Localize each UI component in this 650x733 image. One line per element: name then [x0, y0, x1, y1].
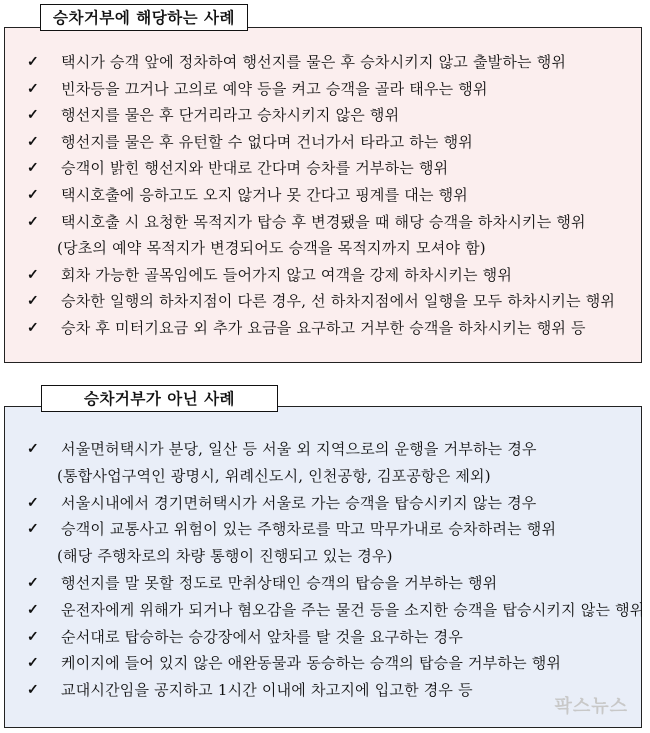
checkmark-icon: ✓	[27, 107, 39, 124]
checkmark-icon: ✓	[27, 574, 39, 591]
list-item-text: 승차 후 미터기요금 외 추가 요금을 요구하고 거부한 승객을 하차시키는 행위 등	[61, 318, 586, 337]
list-item-text: 운전자에게 위해가 되거나 혐오감을 주는 물건 등을 소지한 승객을 탑승시키지 않는 행위	[61, 600, 645, 619]
list-item-text: 서울시내에서 경기면허택시가 서울로 가는 승객을 탑승시키지 않는 경우	[61, 493, 537, 512]
list-item	[27, 209, 637, 236]
list-item-text: 빈차등을 끄거나 고의로 예약 등을 켜고 승객을 골라 태우는 행위	[61, 79, 488, 98]
checkmark-icon: ✓	[27, 186, 39, 203]
list-item	[27, 677, 637, 704]
checkmark-icon: ✓	[27, 521, 39, 538]
list-item	[27, 182, 637, 209]
section2-box	[4, 406, 645, 728]
checkmark-icon: ✓	[27, 293, 39, 310]
list-item-text: 회차 가능한 골목임에도 들어가지 않고 여객을 강제 하차시키는 행위	[61, 265, 513, 284]
list-item	[27, 597, 645, 624]
list-item-text: 승객이 교통사고 위험이 있는 주행차로를 막고 막무가내로 승차하려는 행위	[61, 520, 557, 539]
list-item-text: 행선지를 말 못할 정도로 만취상태인 승객의 탑승을 거부하는 행위	[61, 573, 498, 592]
list-item	[27, 490, 637, 517]
checkmark-icon: ✓	[27, 441, 39, 457]
checkmark-icon: ✓	[27, 133, 39, 150]
section1-list	[27, 49, 637, 342]
list-item	[27, 288, 637, 315]
list-item-text: 케이지에 들어 있지 않은 애완동물과 동승하는 승객의 탑승을 거부하는 행위	[61, 654, 562, 673]
list-item-text: (통합사업구역인 광명시, 위례신도시, 인천공항, 김포공항은 제외)	[57, 466, 491, 485]
list-item	[27, 155, 637, 182]
list-item	[27, 570, 637, 597]
checkmark-icon: ✓	[27, 494, 39, 511]
list-item	[27, 129, 637, 156]
list-item-text: 승차한 일행의 하차지점이 다른 경우, 선 하차지점에서 일행을 모두 하차시키는 행위	[61, 292, 616, 311]
list-item	[27, 516, 637, 543]
list-item-text: 승객이 밝힌 행선지와 반대로 간다며 승차를 거부하는 행위	[61, 159, 449, 178]
list-item-note	[27, 235, 637, 262]
list-item	[27, 102, 637, 129]
checkmark-icon: ✓	[27, 628, 39, 645]
list-item-text: 택시호출에 응하고도 오지 않거나 못 간다고 핑계를 대는 행위	[61, 185, 468, 204]
list-item	[27, 436, 637, 463]
list-item-text: 순서대로 탑승하는 승강장에서 앞차를 탈 것을 요구하는 경우	[61, 627, 464, 646]
section2-title: 승차거부가 아닌 사례	[41, 385, 278, 412]
checkmark-icon: ✓	[27, 655, 39, 672]
list-item	[27, 624, 637, 651]
list-item	[27, 262, 637, 289]
list-item-text: 서울면허택시가 분당, 일산 등 서울 외 지역으로의 운행을 거부하는 경우	[61, 440, 537, 458]
list-item	[27, 76, 637, 103]
checkmark-icon: ✓	[27, 213, 39, 230]
list-item	[27, 650, 637, 677]
section1-box	[4, 27, 642, 363]
list-item-note	[27, 463, 637, 490]
list-item-note	[27, 543, 637, 570]
list-item-text: 택시호출 시 요청한 목적지가 탑승 후 변경됐을 때 해당 승객을 하차시키는 행위	[61, 212, 586, 231]
list-item-text: 택시가 승객 앞에 정차하여 행선지를 물은 후 승차시키지 않고 출발하는 행위	[61, 53, 567, 71]
section2-list	[27, 436, 645, 704]
section1-title: 승차거부에 해당하는 사례	[40, 4, 248, 31]
watermark-logo: 팍스뉴스	[554, 696, 628, 717]
list-item	[27, 315, 637, 342]
checkmark-icon: ✓	[27, 601, 39, 618]
list-item-text: (해당 주행차로의 차량 통행이 진행되고 있는 경우)	[57, 547, 393, 566]
checkmark-icon: ✓	[27, 266, 39, 283]
checkmark-icon: ✓	[27, 80, 39, 97]
list-item-text: 교대시간임을 공지하고 1시간 이내에 차고지에 입고한 경우 등	[61, 681, 473, 700]
list-item-text: 행선지를 물은 후 유턴할 수 없다며 건너가서 타라고 하는 행위	[61, 132, 473, 151]
checkmark-icon: ✓	[27, 54, 39, 70]
list-item-text: 행선지를 물은 후 단거리라고 승차시키지 않은 행위	[61, 106, 400, 125]
list-item	[27, 49, 637, 76]
list-item-text: (당초의 예약 목적지가 변경되어도 승객을 목적지까지 모셔야 함)	[57, 239, 486, 258]
checkmark-icon: ✓	[27, 682, 39, 699]
checkmark-icon: ✓	[27, 319, 39, 336]
checkmark-icon: ✓	[27, 160, 39, 177]
